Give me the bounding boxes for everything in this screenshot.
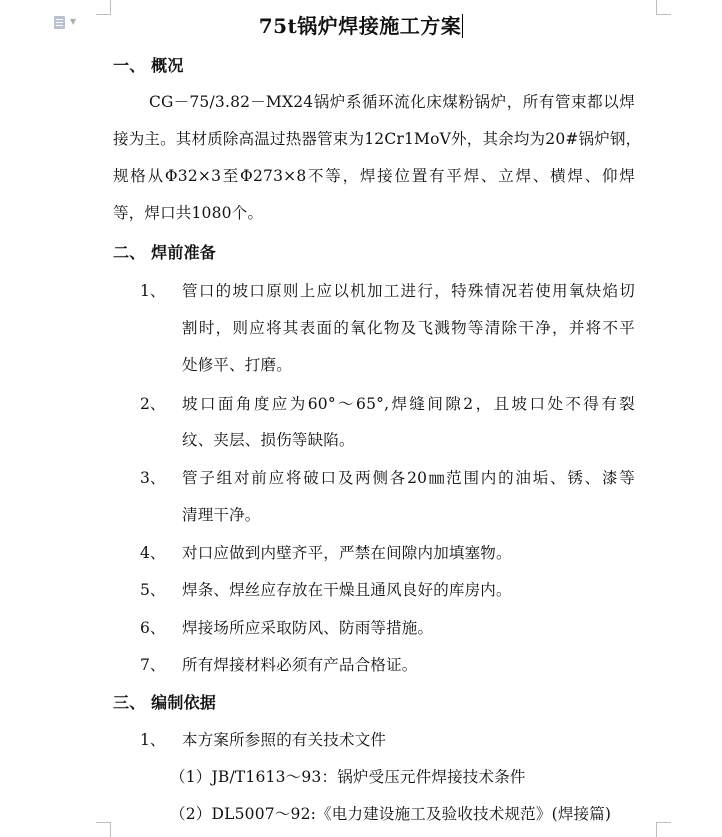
- list-item-number: 6、: [140, 619, 166, 637]
- margin-mark-bottom-left: [96, 822, 111, 837]
- list-item-1-line-2: 割时，则应将其表面的氧化物及飞溅物等清除干净，并将不平: [182, 319, 635, 337]
- section3-subitem-2: （2）DL5007～92:《电力建设施工及验收技术规范》(焊接篇): [170, 805, 612, 823]
- title-text: 75t锅炉焊接施工方案: [258, 14, 462, 38]
- list-item-number: 1、: [140, 731, 166, 749]
- chevron-down-icon[interactable]: ▼: [70, 17, 77, 26]
- list-item-number: 1、: [140, 282, 166, 300]
- list-item-2-line-1: 坡口面角度应为60°～65°,焊缝间隙2，且坡口处不得有裂: [182, 395, 635, 413]
- list-item-1-line-1: 管口的坡口原则上应以机加工进行，特殊情况若使用氧炔焰切: [182, 282, 635, 300]
- list-item-number: 4、: [140, 544, 166, 562]
- list-item-1-line-3: 处修平、打磨。: [182, 356, 292, 374]
- list-item-number: 7、: [140, 656, 166, 674]
- text-cursor: [462, 14, 463, 38]
- margin-mark-bottom-right: [656, 822, 671, 837]
- section1-line-1: CG－75/3.82－MX24锅炉系循环流化床煤粉锅炉，所有管束都以焊: [149, 93, 635, 111]
- list-item-3-line-1: 管子组对前应将破口及两侧各20㎜范围内的油垢、锈、漆等: [182, 469, 635, 487]
- section1-line-4: 等，焊口共1080个。: [113, 204, 264, 222]
- list-item-7-line-1: 所有焊接材料必须有产品合格证。: [182, 656, 418, 674]
- list-item-number: 2、: [140, 395, 166, 413]
- section3-subitem-1: （1）JB/T1613～93：锅炉受压元件焊接技术条件: [170, 768, 526, 786]
- section1-heading: 一、 概况: [113, 56, 184, 75]
- list-item-number: 3、: [140, 469, 166, 487]
- list-item-number: 5、: [140, 581, 166, 599]
- list-item-2-line-2: 纹、夹层、损伤等缺陷。: [182, 431, 355, 449]
- section3-heading: 三、 编制依据: [113, 693, 216, 712]
- section3-item-1: 本方案所参照的有关技术文件: [182, 731, 387, 749]
- list-item-6-line-1: 焊接场所应采取防风、防雨等措施。: [182, 619, 434, 637]
- section1-line-2: 接为主。其材质除高温过热器管束为12Cr1MoV外，其余均为20#锅炉钢，: [113, 130, 642, 148]
- section2-heading: 二、 焊前准备: [113, 243, 216, 262]
- document-title[interactable]: [0, 10, 722, 39]
- list-item-4-line-1: 对口应做到内壁齐平，严禁在间隙内加填塞物。: [182, 544, 512, 562]
- section1-line-3: 规格从Φ32×3至Φ273×8不等，焊接位置有平焊、立焊、横焊、仰焊: [113, 167, 635, 185]
- list-item-5-line-1: 焊条、焊丝应存放在干燥且通风良好的库房内。: [182, 581, 512, 599]
- list-item-3-line-2: 清理干净。: [182, 506, 261, 524]
